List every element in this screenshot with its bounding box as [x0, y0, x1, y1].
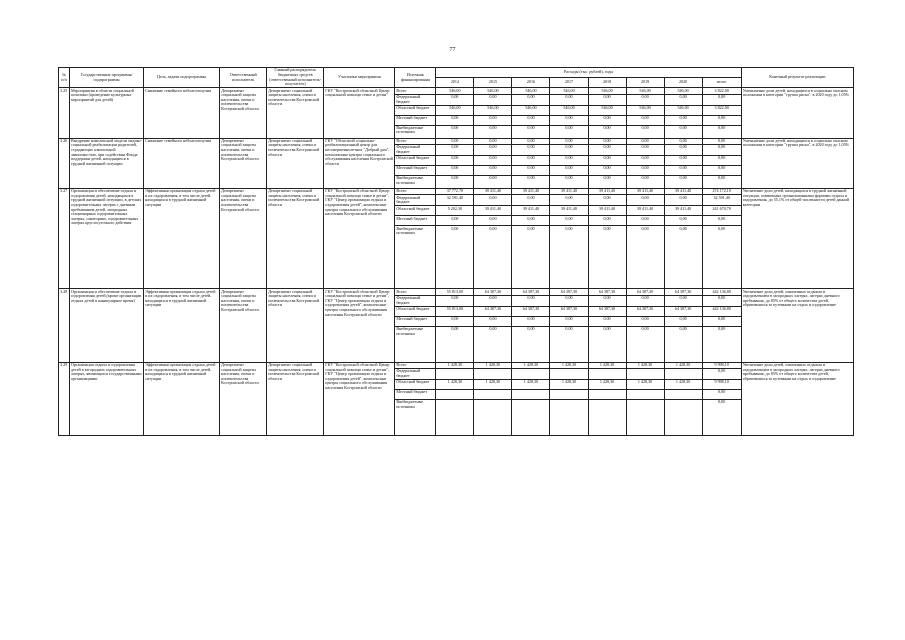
expense-value: 1 428,30 [626, 379, 664, 389]
header-year: 2014 [436, 78, 474, 88]
executor: Департамент социальной защиты населения, опеки и попечительства Костромской области [220, 138, 267, 188]
expense-value: 1 428,30 [512, 379, 550, 389]
expense-value: 0,00 [512, 316, 550, 326]
funding-source: Всего [395, 362, 436, 368]
expense-value: 546,00 [474, 88, 512, 94]
expense-value: 0,00 [626, 326, 664, 362]
funding-source: Местный бюджет [395, 165, 436, 175]
program-goal: Снижение семейного неблагополучия [144, 88, 220, 138]
expense-value: 0,00 [588, 115, 626, 125]
expense-value: 5 202,30 [436, 206, 474, 216]
expense-value: 0,00 [474, 195, 512, 206]
final-result: Уменьшение доли детей, находящихся в социально опасном положении в категории "группа риска", в 2020 году до 1,05% [741, 88, 853, 138]
expense-value: 0,00 [702, 316, 741, 326]
header-expenses: Расходы (тыс. рублей), годы [436, 68, 741, 78]
expense-value: 0,00 [436, 295, 474, 306]
budget-manager: Департамент социальной защиты населения, опеки и попечительства Костромской области [267, 362, 324, 435]
final-result: Увеличение доли детей, охваченных отдыхом и оздоровлением в загородных лагерях, лагерях дневного пребывания, до 85% от общего количества детей, обратившихся за путевками на отдых и оздоровление [741, 289, 853, 362]
expense-value: 1 428,30 [436, 379, 474, 389]
expense-value: 39 411,40 [474, 206, 512, 216]
executor: Департамент социальной защиты населения, опеки и попечительства Костромской области [220, 188, 267, 288]
header-manager: Главный распорядитель бюджетных средств (ответственный исполнитель-получатель) [267, 68, 324, 88]
expense-value: 0,00 [588, 295, 626, 306]
expense-value: 0,00 [474, 165, 512, 175]
expense-value: 0,00 [512, 326, 550, 362]
program-name: Мероприятия в области социальной политики (проведение культурных мероприятий для детей) [70, 88, 144, 138]
expense-value: 0,00 [588, 125, 626, 138]
expense-value: 1 428,30 [664, 362, 702, 368]
expense-value: 39 411,40 [512, 206, 550, 216]
budget-manager: Департамент социальной защиты населения, опеки и попечительства Костромской области [267, 138, 324, 188]
expense-value: 0,00 [664, 295, 702, 306]
expense-value: 0,00 [474, 115, 512, 125]
expense-value: 0,00 [626, 216, 664, 226]
expense-value: 0,00 [702, 175, 741, 188]
expense-value: 0,00 [588, 195, 626, 206]
row-number: 3.29 [59, 362, 70, 435]
expense-value: 1 428,30 [626, 362, 664, 368]
expense-value: 0,00 [512, 144, 550, 155]
expense-value: 37 772,70 [436, 188, 474, 194]
expense-value: 546,00 [512, 88, 550, 94]
executor: Департамент социальной защиты населения, опеки и попечительства Костромской области [220, 88, 267, 138]
table-body [59, 88, 854, 436]
expense-value: 0,00 [588, 175, 626, 188]
header-goal: Цель, задачи подпрограммы [144, 68, 220, 88]
funding-source: Всего [395, 289, 436, 295]
expense-value: 0,00 [550, 155, 588, 165]
expense-value: 0,00 [702, 295, 741, 306]
final-result: Увеличение доли детей, находящихся в трудной жизненной ситуации, охваченных организованными формами отдыха и оздоровления, до 55,1% от общей численности детей данной категории [741, 188, 853, 288]
expense-value: 0,00 [512, 138, 550, 144]
expense-value: 39 411,40 [588, 188, 626, 194]
expense-value: 546,00 [436, 88, 474, 94]
expense-value: 0,00 [436, 226, 474, 289]
expense-value: 0,00 [550, 165, 588, 175]
program-table [58, 67, 854, 436]
expense-value: 0,00 [512, 94, 550, 105]
expense-value: 0,00 [512, 195, 550, 206]
expense-value: 0,00 [626, 195, 664, 206]
expense-value: 0,00 [626, 226, 664, 289]
expense-value: 546,00 [436, 105, 474, 115]
expense-value: 0,00 [436, 216, 474, 226]
expense-value: 0,00 [550, 226, 588, 289]
expense-value [436, 389, 474, 399]
expense-value [626, 389, 664, 399]
expense-value: 39 411,40 [550, 206, 588, 216]
expense-value: 0,00 [512, 226, 550, 289]
expense-value: 0,00 [550, 94, 588, 105]
expense-value: 0,00 [550, 125, 588, 138]
expense-value: 0,00 [664, 165, 702, 175]
expense-value [664, 399, 702, 435]
expense-value: 0,00 [664, 175, 702, 188]
expense-value: 64 387,30 [550, 306, 588, 316]
expense-value: 0,00 [474, 216, 512, 226]
expense-value: 0,00 [702, 138, 741, 144]
funding-source: Областной бюджет [395, 155, 436, 165]
expense-value: 0,00 [626, 155, 664, 165]
header-year: 2016 [512, 78, 550, 88]
funding-source: Местный бюджет [395, 389, 436, 399]
expense-value: 64 387,30 [626, 306, 664, 316]
program-name: Организация отдыха и оздоровления детей в загородных оздоровительных лагерях, являющихся государственными организациями [70, 362, 144, 435]
expense-value: 0,00 [550, 175, 588, 188]
expense-value [588, 389, 626, 399]
expense-value: 32 591,40 [702, 195, 741, 206]
expense-value: 0,00 [550, 115, 588, 125]
expense-value: 0,00 [626, 316, 664, 326]
expense-value: 0,00 [702, 368, 741, 379]
expense-value: 0,00 [550, 144, 588, 155]
expense-value [436, 399, 474, 435]
final-result: Увеличение доли детей, охваченных отдыхом и оздоровлением в загородных лагерях, лагерях дневного пребывания, до 85% от общего количества детей, обратившихся за путевками на отдых и оздоровление [741, 362, 853, 435]
expense-value: 64 387,30 [512, 306, 550, 316]
expense-value: 0,00 [664, 115, 702, 125]
expense-value: 0,00 [512, 165, 550, 175]
expense-value: 0,00 [436, 94, 474, 105]
expense-value: 64 387,30 [664, 306, 702, 316]
expense-value [474, 389, 512, 399]
expense-value: 0,00 [512, 155, 550, 165]
expense-value: 39 411,40 [664, 206, 702, 216]
expense-value: 64 387,30 [588, 306, 626, 316]
budget-manager: Департамент социальной защиты населения, опеки и попечительства Костромской области [267, 188, 324, 288]
expense-value: 546,00 [588, 88, 626, 94]
expense-value [512, 399, 550, 435]
row-number: 3.25 [59, 88, 70, 138]
header-result: Конечный результат реализации [741, 68, 853, 88]
funding-source: Федеральный бюджет [395, 295, 436, 306]
expense-value [474, 368, 512, 379]
expense-value: 0,00 [436, 175, 474, 188]
expense-value: 0,00 [588, 138, 626, 144]
expense-value [588, 368, 626, 379]
expense-value: 0,00 [550, 195, 588, 206]
expense-value: 0,00 [550, 295, 588, 306]
header-year: 2019 [626, 78, 664, 88]
expense-value: 9 998,10 [702, 362, 741, 368]
expense-value: 0,00 [550, 216, 588, 226]
expense-value: 0,00 [474, 144, 512, 155]
funding-source: Местный бюджет [395, 115, 436, 125]
expense-value: 64 387,30 [626, 289, 664, 295]
expense-value: 0,00 [436, 115, 474, 125]
program-goal: Снижение семейного неблагополучия [144, 138, 220, 188]
expense-value: 0,00 [588, 144, 626, 155]
expense-value: 0,00 [474, 326, 512, 362]
expense-value: 39 411,40 [550, 188, 588, 194]
expense-value: 3 822,00 [702, 88, 741, 94]
expense-value: 0,00 [626, 144, 664, 155]
row-number: 3.26 [59, 138, 70, 188]
expense-value: 0,00 [474, 155, 512, 165]
budget-manager: Департамент социальной защиты населения, опеки и попечительства Костромской области [267, 289, 324, 362]
expense-value: 0,00 [512, 115, 550, 125]
funding-source: Областной бюджет [395, 105, 436, 115]
expense-value: 0,00 [512, 216, 550, 226]
expense-value: 442 136,80 [702, 306, 741, 316]
expense-value: 64 387,30 [550, 289, 588, 295]
expense-value: 0,00 [474, 125, 512, 138]
expense-value: 274 172,10 [702, 188, 741, 194]
expense-value: 1 428,30 [550, 379, 588, 389]
expense-value: 0,00 [588, 165, 626, 175]
expense-value [626, 399, 664, 435]
expense-value: 64 387,30 [474, 289, 512, 295]
page-number: 77 [449, 47, 456, 53]
participants: ГКУ "Областной социально-реабилитационный центр для несовершеннолетних "Добрый дом", комплексные центры социального обслуживания населения Костромской области [324, 138, 395, 188]
row-number: 3.27 [59, 188, 70, 288]
expense-value: 3 822,00 [702, 105, 741, 115]
program-goal: Эффективная организация отдыха детей и их оздоровления, в том числе детей, находящихся в трудной жизненной ситуации [144, 188, 220, 288]
expense-value: 39 411,40 [626, 188, 664, 194]
expense-value: 0,00 [626, 94, 664, 105]
expense-value: 0,00 [436, 155, 474, 165]
program-name: Внедрение комплексной модели медико-социальной реабилитации родителей, страдающих алкогольной зависимостью, при содействии Фонда поддержки детей, находящихся в трудной жизненной ситуации [70, 138, 144, 188]
funding-source: Всего [395, 138, 436, 144]
participants: ГКУ "Костромской областной Центр социальной помощи семье и детям" [324, 88, 395, 138]
expense-value: 39 411,40 [474, 188, 512, 194]
expense-value: 0,00 [626, 295, 664, 306]
expense-value [664, 389, 702, 399]
expense-value: 55 813,00 [436, 306, 474, 316]
expense-value [550, 368, 588, 379]
table-header [59, 68, 854, 88]
funding-source: Федеральный бюджет [395, 195, 436, 206]
expense-value: 39 411,40 [664, 188, 702, 194]
expense-value: 546,00 [512, 105, 550, 115]
expense-value: 546,00 [550, 105, 588, 115]
expense-value: 39 411,40 [626, 206, 664, 216]
expense-value: 0,00 [436, 144, 474, 155]
expense-value: 0,00 [626, 125, 664, 138]
expense-value: 0,00 [512, 175, 550, 188]
expense-value: 0,00 [702, 94, 741, 105]
expense-value: 0,00 [588, 94, 626, 105]
expense-value [436, 368, 474, 379]
expense-value: 0,00 [702, 226, 741, 289]
expense-value: 0,00 [588, 316, 626, 326]
expense-value: 0,00 [588, 216, 626, 226]
expense-value: 0,00 [436, 165, 474, 175]
expense-value: 0,00 [626, 175, 664, 188]
header-year: 2020 [664, 78, 702, 88]
expense-value [512, 389, 550, 399]
expense-value: 1 428,30 [436, 362, 474, 368]
header-executor: Ответственный исполнитель [220, 68, 267, 88]
expense-value: 0,00 [664, 125, 702, 138]
expense-value: 546,00 [588, 105, 626, 115]
expense-value: 0,00 [550, 138, 588, 144]
expense-value: 546,00 [664, 105, 702, 115]
participants: ГКУ "Костромской областной Центр социальной помощи семье и детям", ГКУ "Центр организации отдыха и оздоровления детей", комплексные центры социального обслуживания населения Костромской области [324, 188, 395, 288]
funding-source: Внебюджетные источники [395, 175, 436, 188]
funding-source: Внебюджетные источники [395, 399, 436, 435]
expense-value: 0,00 [512, 125, 550, 138]
expense-value: 1 428,30 [588, 362, 626, 368]
header-year: итого [702, 78, 741, 88]
expense-value: 55 813,00 [436, 289, 474, 295]
expense-value: 0,00 [702, 399, 741, 435]
funding-source: Внебюджетные источники [395, 226, 436, 289]
header-year: 2017 [550, 78, 588, 88]
expense-value: 0,00 [474, 226, 512, 289]
funding-source: Внебюджетные источники [395, 326, 436, 362]
expense-value [512, 368, 550, 379]
header-no: № п/п [59, 68, 70, 88]
expense-value: 0,00 [664, 216, 702, 226]
expense-value [588, 399, 626, 435]
expense-value: 0,00 [664, 138, 702, 144]
program-goal: Эффективная организация отдыха детей и их оздоровления, в том числе детей, находящихся в трудной жизненной ситуации [144, 362, 220, 435]
expense-value: 0,00 [626, 115, 664, 125]
funding-source: Федеральный бюджет [395, 144, 436, 155]
header-participants: Участники мероприятия [324, 68, 395, 88]
expense-value [664, 368, 702, 379]
expense-value: 1 428,30 [550, 362, 588, 368]
funding-source: Областной бюджет [395, 206, 436, 216]
expense-value: 0,00 [588, 326, 626, 362]
expense-value: 546,00 [626, 105, 664, 115]
expense-value: 0,00 [702, 165, 741, 175]
expense-value: 0,00 [702, 125, 741, 138]
expense-value: 0,00 [664, 155, 702, 165]
expense-value: 64 387,30 [664, 289, 702, 295]
executor: Департамент социальной защиты населения, опеки и попечительства Костромской области [220, 289, 267, 362]
expense-value [550, 389, 588, 399]
header-program: Государственные программы/подпрограммы [70, 68, 144, 88]
row-number: 3.28 [59, 289, 70, 362]
expense-value: 0,00 [436, 138, 474, 144]
expense-value: 39 411,40 [588, 206, 626, 216]
expense-value: 546,00 [626, 88, 664, 94]
expense-value: 64 387,30 [588, 289, 626, 295]
expense-value: 0,00 [512, 295, 550, 306]
funding-source: Местный бюджет [395, 216, 436, 226]
expense-value [474, 399, 512, 435]
expense-value: 0,00 [664, 326, 702, 362]
expense-value: 0,00 [702, 144, 741, 155]
funding-source: Федеральный бюджет [395, 94, 436, 105]
expense-value: 0,00 [474, 316, 512, 326]
expense-value: 241 670,70 [702, 206, 741, 216]
expense-value: 0,00 [436, 316, 474, 326]
expense-value: 0,00 [664, 144, 702, 155]
expense-value: 0,00 [664, 226, 702, 289]
expense-value: 1 428,30 [664, 379, 702, 389]
funding-source: Всего [395, 188, 436, 194]
participants: ГКУ "Костромской областной Центр социальной помощи семье и детям", ГКУ "Центр организации отдыха и оздоровления детей", комплексные центры социального обслуживания населения Костромской области [324, 362, 395, 435]
header-source: Источник финансирования [395, 68, 436, 88]
expense-value: 0,00 [702, 115, 741, 125]
expense-value: 1 428,30 [512, 362, 550, 368]
expense-value: 0,00 [626, 165, 664, 175]
program-name: Организация и обеспечение отдыха и оздоровления детей (кроме организации отдыха детей в каникулярное время) [70, 289, 144, 362]
expense-value: 0,00 [474, 175, 512, 188]
expense-value: 32 591,40 [436, 195, 474, 206]
expense-value: 64 387,30 [474, 306, 512, 316]
expense-value: 39 411,40 [512, 188, 550, 194]
expense-value: 0,00 [474, 138, 512, 144]
expense-value: 546,00 [474, 105, 512, 115]
expense-value: 1 428,30 [474, 362, 512, 368]
expense-value: 64 387,30 [512, 289, 550, 295]
program-name: Организация и обеспечение отдыха и оздоровления детей, находящихся в трудной жизненной ситуации, в детских оздоровительных лагерях с дневным пребыванием детей, загородных стационарных оздоровительных лагерях, санаториях, оздоровительных лагерях круглосуточного действия [70, 188, 144, 288]
expense-value: 0,00 [550, 326, 588, 362]
expense-value: 0,00 [474, 295, 512, 306]
expense-value: 0,00 [626, 138, 664, 144]
expense-value: 0,00 [664, 94, 702, 105]
header-year: 2018 [588, 78, 626, 88]
program-goal: Эффективная организация отдыха детей и их оздоровления, в том числе детей, находящихся в трудной жизненной ситуации [144, 289, 220, 362]
expense-value: 0,00 [664, 195, 702, 206]
expense-value: 1 428,30 [474, 379, 512, 389]
expense-value: 0,00 [702, 389, 741, 399]
funding-source: Областной бюджет [395, 306, 436, 316]
expense-value: 0,00 [588, 226, 626, 289]
expense-value [626, 368, 664, 379]
funding-source: Всего [395, 88, 436, 94]
funding-source: Областной бюджет [395, 379, 436, 389]
expense-value [550, 399, 588, 435]
expense-value: 0,00 [702, 216, 741, 226]
participants: ГКУ "Костромской областной Центр социальной помощи семье и детям", ГКУ "Центр организации отдыха и оздоровления детей", комплексные центры социального обслуживания населения Костромской области [324, 289, 395, 362]
funding-source: Федеральный бюджет [395, 368, 436, 379]
expense-value: 0,00 [474, 94, 512, 105]
expense-value: 0,00 [702, 155, 741, 165]
funding-source: Местный бюджет [395, 316, 436, 326]
expense-value: 1 428,30 [588, 379, 626, 389]
final-result: Уменьшение доли детей, находящихся в социально опасном положении в категории "группа риска", в 2020 году до 1,05% [741, 138, 853, 188]
expense-value: 0,00 [436, 326, 474, 362]
executor: Департамент социальной защиты населения, опеки и попечительства Костромской области [220, 362, 267, 435]
expense-value: 442 136,80 [702, 289, 741, 295]
budget-manager: Департамент социальной защиты населения, опеки и попечительства Костромской области [267, 88, 324, 138]
expense-value: 0,00 [588, 155, 626, 165]
header-year: 2015 [474, 78, 512, 88]
expense-value: 0,00 [436, 125, 474, 138]
expense-value: 546,00 [664, 88, 702, 94]
expense-value: 0,00 [702, 326, 741, 362]
expense-value: 546,00 [550, 88, 588, 94]
expense-value: 9 998,10 [702, 379, 741, 389]
funding-source: Внебюджетные источники [395, 125, 436, 138]
expense-value: 0,00 [550, 316, 588, 326]
expense-value: 0,00 [664, 316, 702, 326]
